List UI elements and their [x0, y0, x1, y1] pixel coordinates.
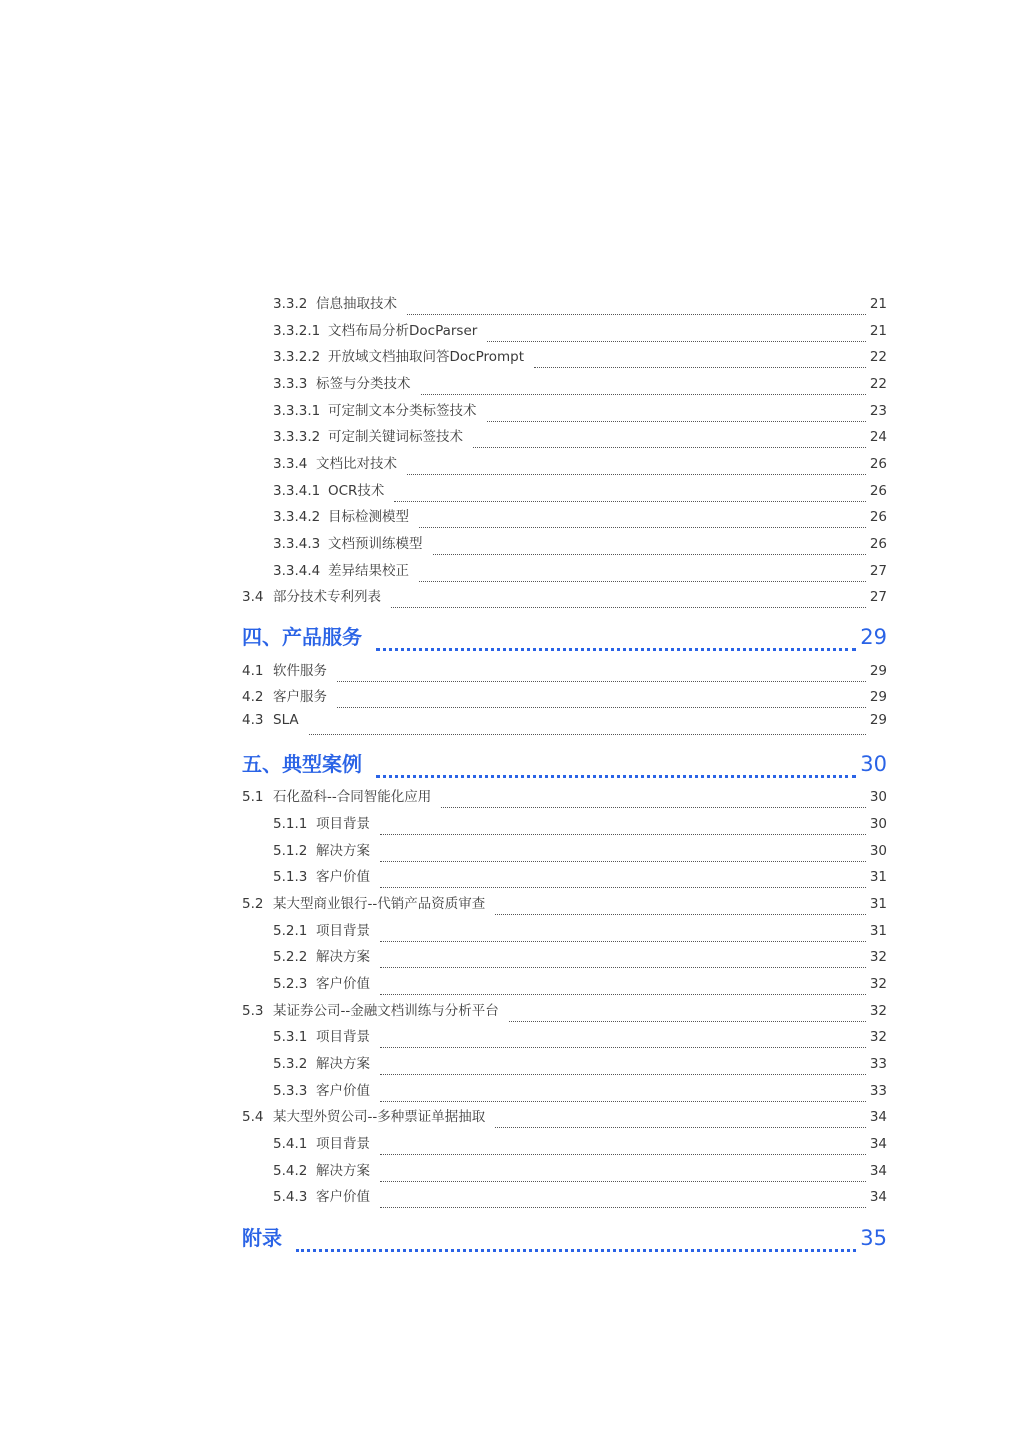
dot-leader [421, 382, 866, 396]
toc-entry-page: 26 [869, 483, 887, 499]
dot-leader [495, 1115, 866, 1129]
dot-leader [380, 822, 866, 836]
toc-entry-number: 5.2.3 [273, 976, 308, 992]
toc-entry-title: 某大型商业银行--代销产品资质审查 [273, 896, 486, 912]
toc-chapter-title: 五、典型案例 [242, 752, 362, 776]
toc-entry-page: 34 [869, 1163, 887, 1179]
dot-leader [534, 355, 866, 369]
dot-leader [296, 1232, 856, 1252]
toc-entry[interactable] [273, 1132, 887, 1158]
dot-leader [380, 982, 866, 996]
toc-entry-number: 5.1.2 [273, 843, 308, 859]
toc-entry-page: 30 [869, 843, 887, 859]
toc-chapter-page: 29 [860, 625, 887, 649]
toc-entry-number: 3.3.4.1 [273, 483, 321, 499]
dot-leader [441, 795, 866, 809]
toc-entry[interactable] [273, 559, 887, 585]
toc-entry[interactable] [242, 999, 887, 1025]
toc-entry[interactable] [273, 319, 887, 345]
toc-entry-number: 5.1.1 [273, 816, 308, 832]
toc-entry[interactable] [242, 659, 887, 685]
dot-leader [337, 669, 866, 683]
toc-entry-page: 32 [869, 1003, 887, 1019]
toc-entry-number: 3.3.3.1 [273, 403, 321, 419]
toc-entry-title: 项目背景 [316, 923, 370, 939]
toc-entry-page: 21 [869, 296, 887, 312]
toc-entry-page: 31 [869, 896, 887, 912]
toc-entry[interactable] [273, 425, 887, 451]
toc-entry-number: 3.3.3 [273, 376, 308, 392]
toc-entry-number: 5.3 [242, 1003, 264, 1019]
toc-entry-title: 标签与分类技术 [316, 376, 411, 392]
toc-entry[interactable] [273, 812, 887, 838]
toc-entry-page: 23 [869, 403, 887, 419]
toc-entry[interactable] [273, 452, 887, 478]
toc-entry-page: 29 [869, 689, 887, 705]
toc-entry[interactable] [273, 1079, 887, 1105]
toc-entry-number: 5.3.3 [273, 1083, 308, 1099]
toc-entry-number: 5.3.1 [273, 1029, 308, 1045]
toc-entry-title: SLA [273, 712, 299, 728]
toc-entry[interactable] [273, 399, 887, 425]
toc-entry-number: 3.3.4.2 [273, 509, 321, 525]
dot-leader [509, 1009, 866, 1023]
dot-leader [391, 595, 866, 609]
dot-leader [376, 631, 856, 651]
toc-entry-page: 33 [869, 1056, 887, 1072]
dot-leader [380, 1062, 866, 1076]
dot-leader [380, 1195, 866, 1209]
toc-entry-number: 3.3.4 [273, 456, 308, 472]
toc-entry[interactable] [273, 505, 887, 531]
toc-entry-title: 解决方案 [316, 1163, 370, 1179]
toc-entry[interactable] [273, 839, 887, 865]
toc-entry-title: 项目背景 [316, 1136, 370, 1152]
dot-leader [376, 758, 856, 778]
toc-entry-number: 5.1.3 [273, 869, 308, 885]
dot-leader [394, 489, 865, 503]
toc-entry-page: 34 [869, 1136, 887, 1152]
dot-leader [487, 329, 865, 343]
toc-entry-number: 3.3.2.2 [273, 349, 321, 365]
toc-entry-number: 5.4.1 [273, 1136, 308, 1152]
toc-entry-title: 信息抽取技术 [316, 296, 397, 312]
dot-leader [380, 875, 866, 889]
toc-entry-title: 软件服务 [273, 663, 327, 679]
toc-entry-page: 29 [869, 712, 887, 728]
toc-entry-number: 5.2.1 [273, 923, 308, 939]
dot-leader [380, 1142, 866, 1156]
toc-entry[interactable] [273, 1185, 887, 1211]
toc-entry[interactable] [242, 585, 887, 611]
toc-chapter[interactable] [242, 621, 887, 655]
toc-entry[interactable] [242, 712, 887, 738]
toc-entry-page: 32 [869, 949, 887, 965]
toc-entry-number: 3.4 [242, 589, 264, 605]
toc-entry-title: 某证券公司--金融文档训练与分析平台 [273, 1003, 499, 1019]
toc-entry-number: 5.4.3 [273, 1189, 308, 1205]
toc-entry[interactable] [273, 1159, 887, 1185]
toc-entry-title: 项目背景 [316, 1029, 370, 1045]
toc-entry[interactable] [273, 345, 887, 371]
toc-entry-page: 31 [869, 869, 887, 885]
toc-entry[interactable] [273, 532, 887, 558]
toc-entry-page: 34 [869, 1189, 887, 1205]
toc-entry-number: 4.2 [242, 689, 264, 705]
toc-entry-page: 22 [869, 376, 887, 392]
toc-entry-page: 32 [869, 976, 887, 992]
toc-chapter-title: 四、产品服务 [242, 625, 362, 649]
toc-entry-page: 29 [869, 663, 887, 679]
dot-leader [380, 929, 866, 943]
toc-entry-title: 客户服务 [273, 689, 327, 705]
toc-entry-title: 可定制文本分类标签技术 [328, 403, 477, 419]
toc-entry-page: 26 [869, 509, 887, 525]
toc-entry[interactable] [273, 919, 887, 945]
toc-entry-number: 3.3.2.1 [273, 323, 321, 339]
toc-entry-title: 客户价值 [316, 976, 370, 992]
toc-entry[interactable] [273, 292, 887, 318]
toc-entry-page: 30 [869, 816, 887, 832]
dot-leader [380, 1035, 866, 1049]
toc-entry-title: 解决方案 [316, 1056, 370, 1072]
toc-entry-title: 开放域文档抽取问答DocPrompt [328, 349, 525, 365]
toc-entry[interactable] [242, 1105, 887, 1131]
dot-leader [419, 569, 866, 583]
toc-entry-title: 项目背景 [316, 816, 370, 832]
toc-entry-title: 文档预训练模型 [328, 536, 423, 552]
toc-entry[interactable] [273, 865, 887, 891]
toc-entry-number: 5.3.2 [273, 1056, 308, 1072]
toc-entry-title: 石化盈科--合同智能化应用 [273, 789, 432, 805]
dot-leader [407, 462, 866, 476]
dot-leader [380, 1089, 866, 1103]
toc-entry-title: 目标检测模型 [328, 509, 409, 525]
toc-entry-page: 26 [869, 456, 887, 472]
toc-entry-title: 解决方案 [316, 843, 370, 859]
toc-entry[interactable] [273, 479, 887, 505]
dot-leader [487, 409, 866, 423]
toc-entry[interactable] [273, 1052, 887, 1078]
toc-entry[interactable] [242, 685, 887, 711]
dot-leader [433, 542, 866, 556]
toc-entry[interactable] [273, 1025, 887, 1051]
toc-chapter[interactable] [242, 1222, 887, 1256]
toc-entry-page: 31 [869, 923, 887, 939]
dot-leader [337, 695, 866, 709]
toc-entry-page: 21 [869, 323, 887, 339]
toc-entry-page: 22 [869, 349, 887, 365]
toc-entry-number: 4.1 [242, 663, 264, 679]
toc-entry-title: OCR技术 [328, 483, 385, 499]
dot-leader [495, 902, 866, 916]
toc-entry-page: 30 [869, 789, 887, 805]
toc-entry-number: 5.4.2 [273, 1163, 308, 1179]
toc-chapter-page: 35 [860, 1226, 887, 1250]
toc-entry-title: 文档布局分析DocParser [328, 323, 478, 339]
toc-entry-title: 客户价值 [316, 1189, 370, 1205]
toc-entry-title: 某大型外贸公司--多种票证单据抽取 [273, 1109, 486, 1125]
toc-entry-page: 27 [869, 563, 887, 579]
toc-entry[interactable] [242, 785, 887, 811]
dot-leader [309, 722, 866, 736]
toc-entry-page: 32 [869, 1029, 887, 1045]
toc-entry-page: 24 [869, 429, 887, 445]
toc-chapter[interactable] [242, 748, 887, 782]
toc-entry-number: 5.1 [242, 789, 264, 805]
toc-entry-page: 33 [869, 1083, 887, 1099]
toc-entry-number: 3.3.4.4 [273, 563, 321, 579]
toc-entry-title: 部分技术专利列表 [273, 589, 381, 605]
toc-entry-number: 5.2.2 [273, 949, 308, 965]
toc-entry[interactable] [273, 945, 887, 971]
toc-entry-title: 文档比对技术 [316, 456, 397, 472]
toc-entry-title: 客户价值 [316, 1083, 370, 1099]
toc-entry-title: 差异结果校正 [328, 563, 409, 579]
toc-entry-number: 3.3.3.2 [273, 429, 321, 445]
dot-leader [380, 1169, 866, 1183]
toc-entry-number: 4.3 [242, 712, 264, 728]
dot-leader [407, 302, 866, 316]
toc-entry-page: 34 [869, 1109, 887, 1125]
toc-entry[interactable] [273, 372, 887, 398]
toc-entry[interactable] [273, 972, 887, 998]
toc-entry-page: 26 [869, 536, 887, 552]
dot-leader [380, 849, 866, 863]
toc-entry-title: 客户价值 [316, 869, 370, 885]
toc-entry-number: 5.2 [242, 896, 264, 912]
dot-leader [380, 955, 866, 969]
toc-entry-title: 可定制关键词标签技术 [328, 429, 463, 445]
toc-entry-number: 5.4 [242, 1109, 264, 1125]
toc-entry-page: 27 [869, 589, 887, 605]
dot-leader [473, 435, 866, 449]
toc-entry[interactable] [242, 892, 887, 918]
toc-chapter-title: 附录 [242, 1226, 282, 1250]
toc-entry-number: 3.3.4.3 [273, 536, 321, 552]
dot-leader [419, 515, 866, 529]
toc-entry-title: 解决方案 [316, 949, 370, 965]
toc-chapter-page: 30 [860, 752, 887, 776]
toc-entry-number: 3.3.2 [273, 296, 308, 312]
